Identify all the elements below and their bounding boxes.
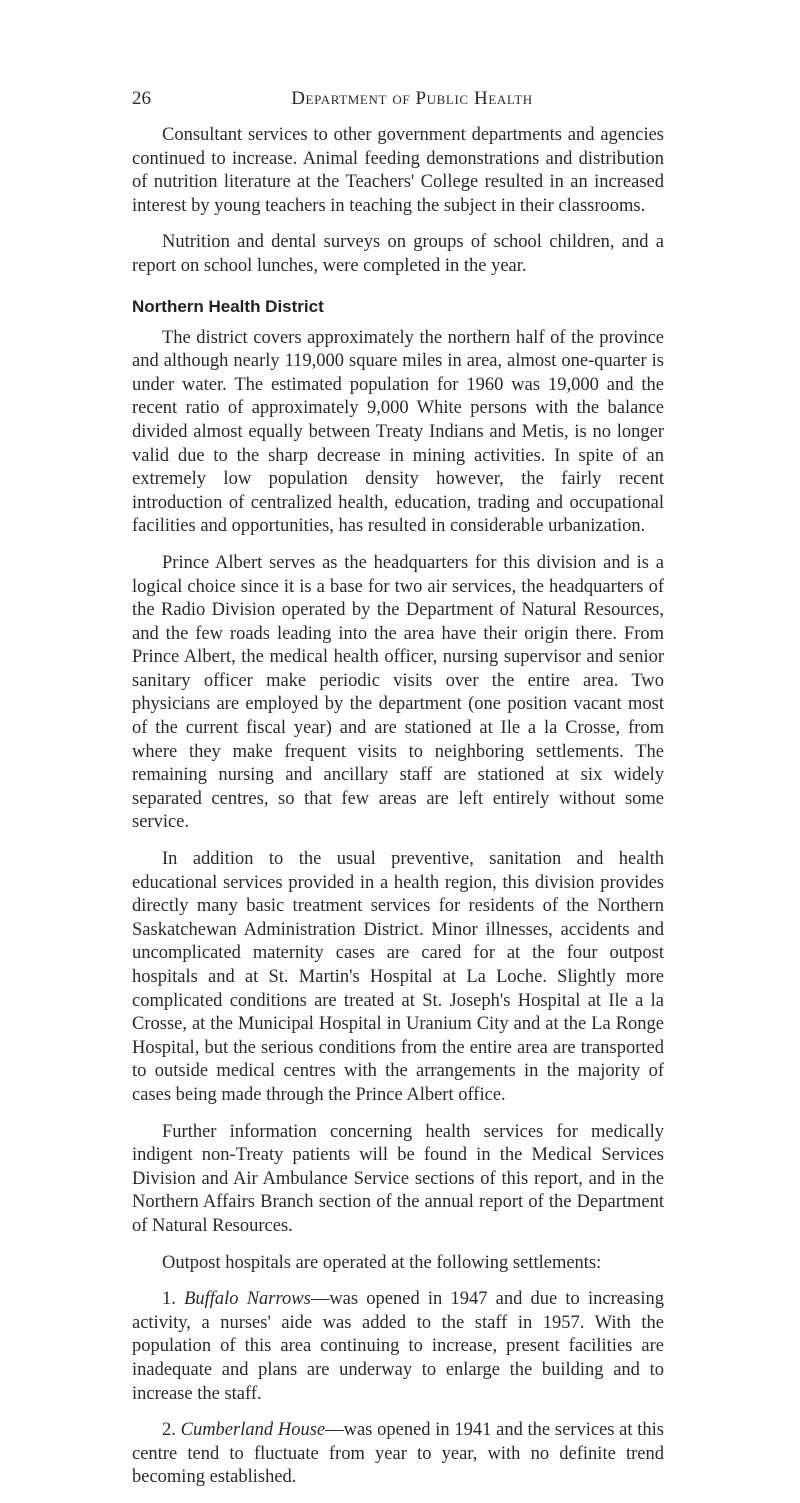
page-number: 26 xyxy=(132,88,151,109)
paragraph: The district covers approximately the northern half of the province and although nearly 119,000 square miles in area, almost one-quarter is under water. The estimated population for 1960 was 19,000 and the recent ratio of approximately 9,000 White persons with the balance divided almost equally between Treaty Indians and Metis, is no longer valid due to the sharp decrease in mining activities. In spite of an extremely low population density however, the fairly recent introduction of centralized health, education, trading and occupational facilities and opportunities, has resulted in considerable urbanization. xyxy=(132,327,664,537)
paragraph: Prince Albert serves as the headquarters for this division and is a logical choice since it is a base for two air services, the headquarters of the Radio Division operated by the Department of Natural Resources, and the few roads leading into the area have their origin there. From Prince Albert, the medical health officer, nursing supervisor and senior sanitary officer make periodic visits over the entire area. Two physicians are employed by the department (one position vacant most of the current fiscal year) and are stationed at Ile a la Crosse, from where they make frequent visits to neighboring settlements. The remaining nursing and ancillary staff are stationed at six widely separated centres, so that few areas are left entirely without some service. xyxy=(132,552,664,833)
running-title: Department of Public Health xyxy=(291,88,533,109)
page-body xyxy=(132,124,664,1503)
list-item-number: 1. xyxy=(162,1289,176,1310)
paragraph: Outpost hospitals are operated at the following settlements: xyxy=(162,1252,602,1273)
paragraph: Consultant services to other government departments and agencies continued to increase. Animal feeding demonstrations and distribution of nutrition literature at the Teachers' College resulted in an increased interest by young teachers in teaching the subject in their classrooms. xyxy=(132,125,664,216)
paragraph: Nutrition and dental surveys on groups of school children, and a report on school lunches, were completed in the year. xyxy=(132,232,664,276)
list-item-number: 2. xyxy=(162,1420,176,1441)
list-item-text: —was opened in 1947 and due to increasing activity, a nurses' aide was added to the staff in 1957. With the population of this area continuing to increase, present facilities are inadequate and plans are underway to enlarge the building and to increase the staff. xyxy=(132,1289,665,1404)
paragraph: In addition to the usual preventive, sanitation and health educational services provided in a health region, this division provides directly many basic treatment services for residents of the Northern Saskatchewan Administration District. Minor illnesses, accidents and uncomplicated maternity cases are cared for at the four outpost hospitals and at St. Martin's Hospital at La Loche. Slightly more complicated conditions are treated at St. Joseph's Hospital at Ile a la Crosse, at the Municipal Hospital in Uranium City and at the La Ronge Hospital, but the serious conditions from the entire area are transported to outside medical centres with the arrangements in the majority of cases being made through the Prince Albert office. xyxy=(132,849,664,1105)
list-item xyxy=(132,1288,664,1406)
page-header xyxy=(132,88,664,112)
paragraph: Further information concerning health services for medically indigent non-Treaty patients will be found in the Medical Services Division and Air Ambulance Service sections of this report, and in the Northern Affairs Branch section of the annual report of the Department of Natural Resources. xyxy=(132,1121,664,1236)
list-item-name: Cumberland House xyxy=(180,1420,326,1441)
list-item-text: —was opened in 1941 and the services at this centre tend to fluctuate from year to year, with no definite trend becoming established. xyxy=(132,1420,664,1488)
section-heading: Northern Health District xyxy=(132,296,324,316)
list-item-name: Buffalo Narrows xyxy=(184,1289,311,1310)
list-item xyxy=(132,1419,664,1490)
